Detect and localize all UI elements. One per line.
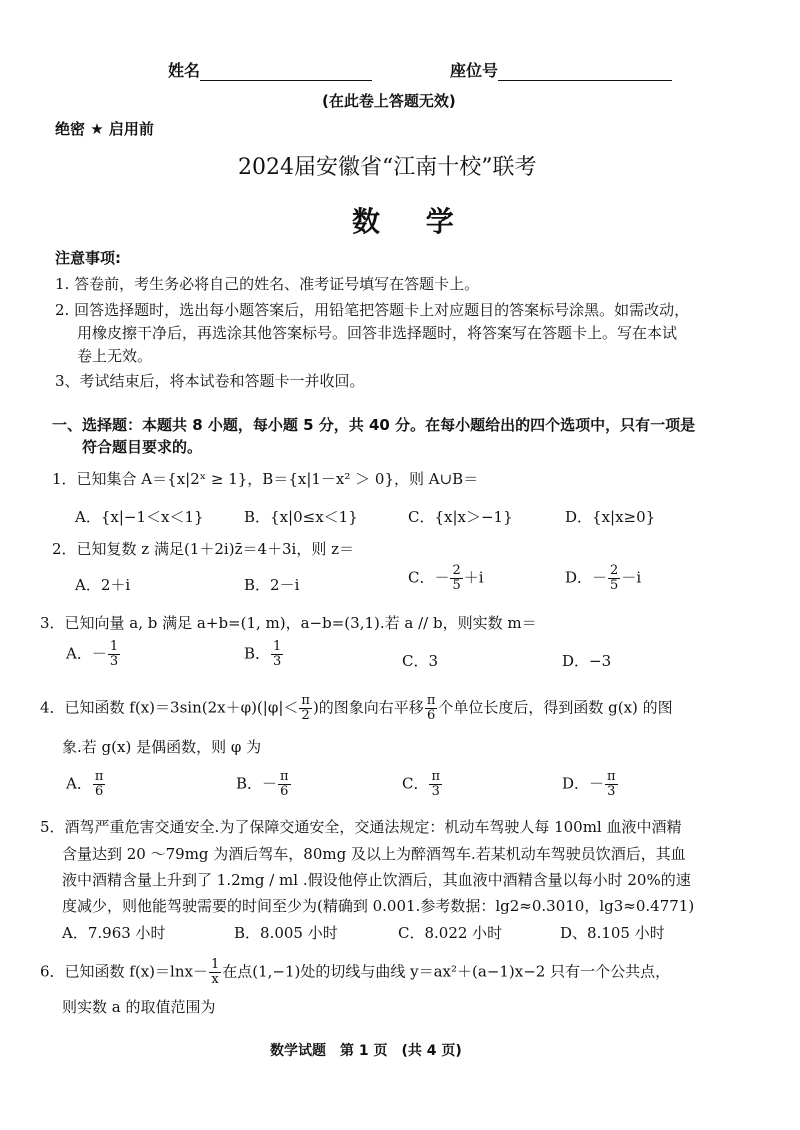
- q4-c-fraction: [429, 770, 442, 799]
- frac-den: 3: [273, 654, 282, 669]
- frac-den: 6: [94, 784, 104, 799]
- q4-d-fraction: [605, 770, 618, 799]
- q2-option-c: [408, 564, 484, 593]
- q4-option-c: [402, 770, 443, 799]
- frac-num: 1: [109, 639, 119, 654]
- q1-option-d: D．{x|x≥0}: [565, 508, 656, 526]
- frac-den: 5: [452, 578, 461, 593]
- q3-b-prefix: B．: [244, 644, 271, 663]
- frac-den: 6: [426, 708, 436, 723]
- q5-option-c: C．8.022 小时: [398, 924, 503, 942]
- page-footer: 数学试题 第 1 页 (共 4 页): [270, 1043, 462, 1059]
- q3-a-prefix: A．－: [66, 644, 107, 663]
- q2-c-fraction: [450, 564, 462, 593]
- q4-shift-fraction: [425, 694, 438, 723]
- frac-den: 3: [607, 784, 616, 799]
- question-5-line: 液中酒精含量上升到了 1.2mg / ml .假设他停止饮酒后，其血液中酒精含量以每小时 20%的速: [62, 871, 691, 889]
- q4-stem-fraction: [299, 694, 312, 723]
- q4-b-fraction: [278, 770, 291, 799]
- frac-num: 2: [452, 563, 461, 578]
- invalid-note: (在此卷上答题无效): [322, 92, 456, 110]
- q4-d-prefix: D．－: [562, 774, 605, 793]
- q1-option-b: B．{x|0≤x＜1}: [244, 508, 358, 526]
- frac-num: π: [280, 769, 289, 784]
- seat-field: [450, 58, 672, 81]
- q3-a-fraction: [108, 640, 120, 669]
- q2-option-d: [565, 564, 641, 593]
- section-heading: 一、选择题：本题共 8 小题，每小题 5 分，共 40 分。在每小题给出的四个选项中，只有一项是: [52, 416, 696, 434]
- name-blank: [200, 62, 372, 81]
- frac-den: x: [211, 972, 219, 987]
- q2-c-suffix: ＋i: [463, 568, 484, 587]
- q3-option-b: [244, 640, 284, 669]
- q4-option-d: [562, 770, 619, 799]
- q2-option-b: B．2－i: [244, 576, 300, 594]
- q4-a-prefix: A．: [66, 774, 92, 793]
- q4-option-a: [66, 770, 106, 799]
- q4-option-b: [236, 770, 292, 799]
- frac-num: 1: [273, 639, 282, 654]
- frac-den: 3: [109, 654, 119, 669]
- subject-title: 数 学: [352, 205, 472, 238]
- question-5-line: 含量达到 20 ～79mg 为酒后驾车，80mg 及以上为醉酒驾车.若某机动车驾驶员饮酒后，其血: [62, 845, 686, 863]
- question-5-line: 5．酒驾严重危害交通安全.为了保障交通安全，交通法规定：机动车驾驶人每 100ml 血液中酒精: [40, 818, 682, 836]
- q3-option-d: D．−3: [562, 652, 612, 670]
- frac-num: π: [94, 769, 104, 784]
- frac-num: π: [426, 693, 436, 708]
- section-heading-cont: 符合题目要求的。: [82, 438, 203, 456]
- note-item: 1. 答卷前，考生务必将自己的姓名、准考证号填写在答题卡上。: [55, 275, 480, 293]
- q4-c-prefix: C．: [402, 774, 429, 793]
- frac-num: π: [301, 693, 310, 708]
- exam-title: 2024届安徽省“江南十校”联考: [238, 155, 537, 180]
- q2-d-prefix: D．－: [565, 568, 608, 587]
- q4-stem-part: 个单位长度后，得到函数 g(x) 的图: [438, 698, 673, 717]
- question-4-stem-cont: 象.若 g(x) 是偶函数，则 φ 为: [62, 738, 262, 756]
- frac-num: π: [607, 769, 616, 784]
- q2-d-suffix: －i: [621, 568, 642, 587]
- q5-option-a: A．7.963 小时: [62, 924, 166, 942]
- seat-blank: [498, 62, 672, 81]
- q1-option-a: A．{x|−1＜x＜1}: [75, 508, 204, 526]
- question-1-stem: 1．已知集合 A＝{x|2ˣ ≥ 1}，B＝{x|1－x² ＞ 0}，则 A∪B＝: [52, 470, 479, 488]
- q6-stem-part: 6．已知函数 f(x)＝lnx－: [40, 962, 208, 981]
- frac-den: 2: [301, 708, 310, 723]
- question-6-stem: [40, 958, 670, 987]
- note-item: 3、考试结束后，将本试卷和答题卡一并收回。: [55, 372, 365, 390]
- q5-option-b: B．8.005 小时: [234, 924, 338, 942]
- q3-b-fraction: [271, 640, 283, 669]
- frac-den: 3: [431, 784, 440, 799]
- name-label: 姓名: [168, 61, 201, 80]
- q2-d-fraction: [608, 564, 620, 593]
- q4-stem-part: )的图象向右平移: [312, 698, 424, 717]
- q3-option-a: [66, 640, 121, 669]
- secret-mark: 绝密 ★ 启用前: [55, 120, 154, 138]
- note-item: 卷上无效。: [77, 347, 153, 365]
- note-item: 用橡皮擦干净后，再选涂其他答案标号。回答非选择题时，将答案写在答题卡上。写在本试: [77, 324, 678, 342]
- question-5-line: 度减少，则他能驾驶需要的时间至少为(精确到 0.001.参考数据：lg2≈0.3010，lg3≈0.4771): [62, 897, 695, 915]
- q6-stem-part: 在点(1,−1)处的切线与曲线 y＝ax²＋(a−1)x−2 只有一个公共点，: [222, 962, 671, 981]
- q4-stem-part: 4．已知函数 f(x)＝3sin(2x＋φ)(|φ|＜: [40, 698, 299, 717]
- question-2-stem: 2．已知复数 z 满足(1＋2i)z̄＝4＋3i，则 z＝: [52, 540, 355, 558]
- question-4-stem: [40, 694, 673, 723]
- q5-option-d: D、8.105 小时: [560, 924, 665, 942]
- question-6-stem-cont: 则实数 a 的取值范围为: [62, 998, 216, 1016]
- note-item: 2. 回答选择题时，选出每小题答案后，用铅笔把答题卡上对应题目的答案标号涂黑。如需改动，: [55, 301, 690, 319]
- q3-option-c: C．3: [402, 652, 439, 670]
- q6-fraction: [209, 958, 221, 987]
- frac-den: 5: [610, 578, 619, 593]
- notes-title: 注意事项:: [55, 249, 121, 267]
- name-field: [168, 58, 372, 81]
- q2-c-prefix: C．－: [408, 568, 450, 587]
- q1-option-c: C．{x|x＞−1}: [408, 508, 513, 526]
- question-3-stem: 3．已知向量 a, b 满足 a+b=(1, m)，a−b=(3,1).若 a // b，则实数 m＝: [40, 614, 537, 632]
- seat-label: 座位号: [450, 61, 499, 80]
- frac-num: 2: [610, 563, 619, 578]
- frac-num: π: [431, 769, 441, 784]
- frac-num: 1: [210, 957, 220, 972]
- frac-den: 6: [280, 784, 289, 799]
- q4-a-fraction: [93, 770, 106, 799]
- q2-option-a: A．2＋i: [75, 576, 131, 594]
- q4-b-prefix: B．－: [236, 774, 278, 793]
